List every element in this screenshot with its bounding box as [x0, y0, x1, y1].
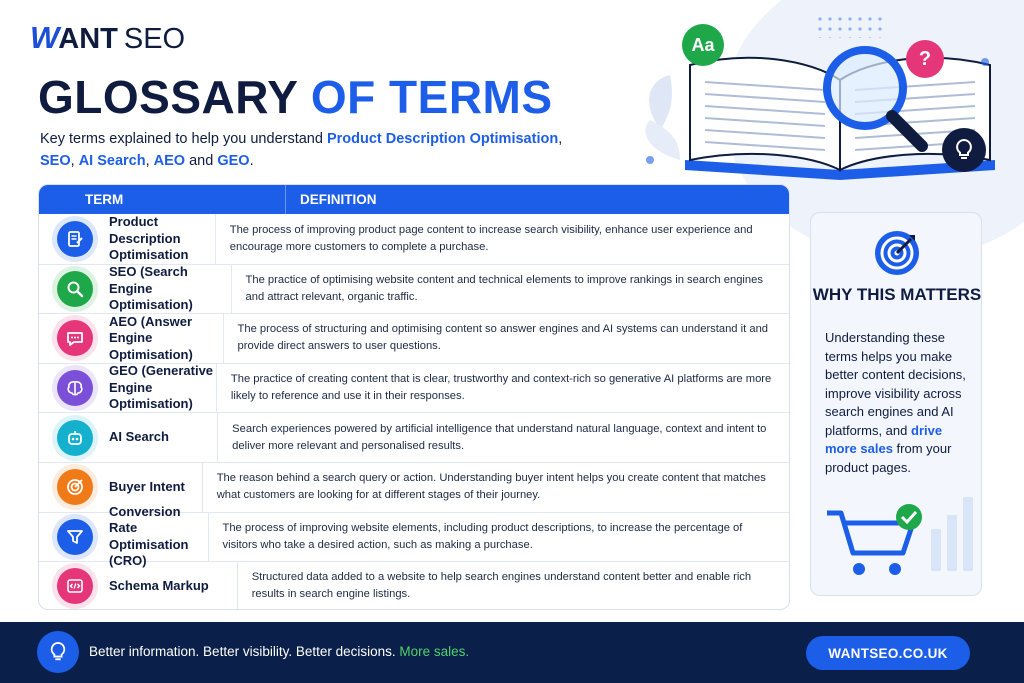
tagline-accent: More sales. [399, 644, 470, 659]
table-row [39, 503, 789, 569]
search-icon [57, 271, 93, 307]
table-row [39, 561, 789, 610]
term-cell [39, 265, 232, 314]
table-header [39, 185, 789, 214]
term-cell [39, 503, 209, 569]
logo-seo: SEO [123, 23, 186, 55]
code-icon [57, 568, 93, 604]
term-label: Product Description Optimisation [109, 214, 189, 263]
definition-cell: The practice of creating content that is clear, trustworthy and context-rich so generative AI platforms are more likely to reference and use it in their responses. [230, 373, 772, 403]
robot-icon [57, 420, 93, 456]
subtitle-text: . [249, 153, 254, 169]
logo-w: W [30, 20, 59, 55]
brain-icon [57, 370, 93, 406]
logo-ant: ANT [58, 23, 118, 55]
lightbulb-bubble [942, 128, 986, 172]
footer-lightbulb [37, 631, 79, 673]
shopping-cart-icon [823, 491, 973, 581]
side-body [825, 329, 975, 477]
definition-cell: The process of structuring and optimising content so answer engines and AI systems can understand it and provide direct answers to user questions. [237, 323, 769, 353]
column-header-definition: DEFINITION [285, 185, 377, 214]
term-label: Buyer Intent [109, 479, 185, 495]
tagline-text: Better information. Better visibility. Better decisions. [89, 644, 396, 659]
table-row [39, 264, 789, 314]
side-text: Understanding these terms helps you make better content decisions, improve visibility across search engines and AI platforms, and [825, 330, 966, 438]
website-link-button[interactable]: WANTSEO.CO.UK [806, 636, 970, 670]
table-row [39, 214, 789, 264]
term-label: Schema Markup [109, 578, 209, 594]
term-label: GEO (Generative Engine Optimisation) [109, 363, 214, 412]
definition-cell: The reason behind a search query or action. Understanding buyer intent helps you create content that matches what customers are looking for at different stages of their journey. [216, 472, 766, 502]
term-label: AI Search [109, 429, 169, 445]
term-cell [39, 413, 218, 462]
funnel-icon [57, 519, 93, 555]
subtitle-highlight: GEO [217, 153, 250, 169]
term-label: SEO (Search Engine Optimisation) [109, 264, 193, 313]
title-part1: GLOSSARY [38, 71, 298, 123]
definition-cell: Search experiences powered by artificial intelligence that understand natural language, context and intent to deliver more relevant and personalised results. [232, 422, 767, 452]
chat-bubble-icon [57, 320, 93, 356]
subtitle-highlight: Product Description Optimisation [326, 131, 559, 147]
column-header-term: TERM [85, 192, 124, 207]
table-body [39, 214, 789, 610]
table-row [39, 363, 789, 413]
footer-bar [0, 622, 1024, 683]
subtitle-text: , [70, 153, 79, 169]
page-subtitle [40, 128, 600, 172]
aa-bubble [682, 24, 724, 66]
lightbulb-icon [48, 641, 68, 663]
why-this-matters-card [810, 212, 982, 596]
document-edit-icon [57, 221, 93, 257]
table-row [39, 313, 789, 363]
brand-logo[interactable] [30, 20, 185, 56]
subtitle-text: , [558, 131, 563, 147]
page-title [38, 70, 553, 124]
subtitle-text: , [145, 153, 154, 169]
side-text: from your product pages. [825, 441, 952, 475]
subtitle-text: Key terms explained to help you understand [40, 131, 327, 147]
title-part2: OF TERMS [310, 71, 553, 123]
term-cell [39, 314, 224, 363]
term-label: AEO (Answer Engine Optimisation) [109, 313, 193, 362]
book-illustration [640, 20, 1024, 190]
target-icon [57, 469, 93, 505]
target-arrow-icon [873, 229, 921, 277]
subtitle-highlight: AEO [153, 153, 186, 169]
aa-label: Aa [691, 34, 715, 55]
term-label: Conversion Rate Optimisation (CRO) [109, 503, 189, 569]
term-cell [39, 364, 217, 413]
definition-cell: Structured data added to a website to help search engines understand content better and enable rich results in search engine listings. [251, 571, 752, 601]
term-cell [39, 214, 216, 264]
definition-cell: The practice of optimising website content and technical elements to improve rankings in search engines and attract relevant, organic traffic. [245, 273, 763, 303]
glossary-table [38, 184, 790, 610]
term-cell [39, 562, 238, 610]
subtitle-text: and [185, 153, 218, 169]
question-bubble [906, 40, 944, 78]
subtitle-highlight: SEO [40, 153, 71, 169]
side-highlight: drive more sales [825, 422, 943, 456]
side-title: WHY THIS MATTERS [812, 285, 982, 304]
table-row [39, 412, 789, 462]
definition-cell: The process of improving website elements, including product descriptions, to increase the percentage of visitors who take a desired action, such as making a purchase. [222, 521, 743, 551]
subtitle-highlight: AI Search [78, 153, 146, 169]
question-label: ? [918, 47, 932, 70]
definition-cell: The process of improving product page content to increase search visibility, enhance user experience and encourage more customers to complete a purchase. [229, 223, 753, 253]
footer-tagline [89, 644, 469, 659]
lightbulb-icon [953, 138, 975, 162]
